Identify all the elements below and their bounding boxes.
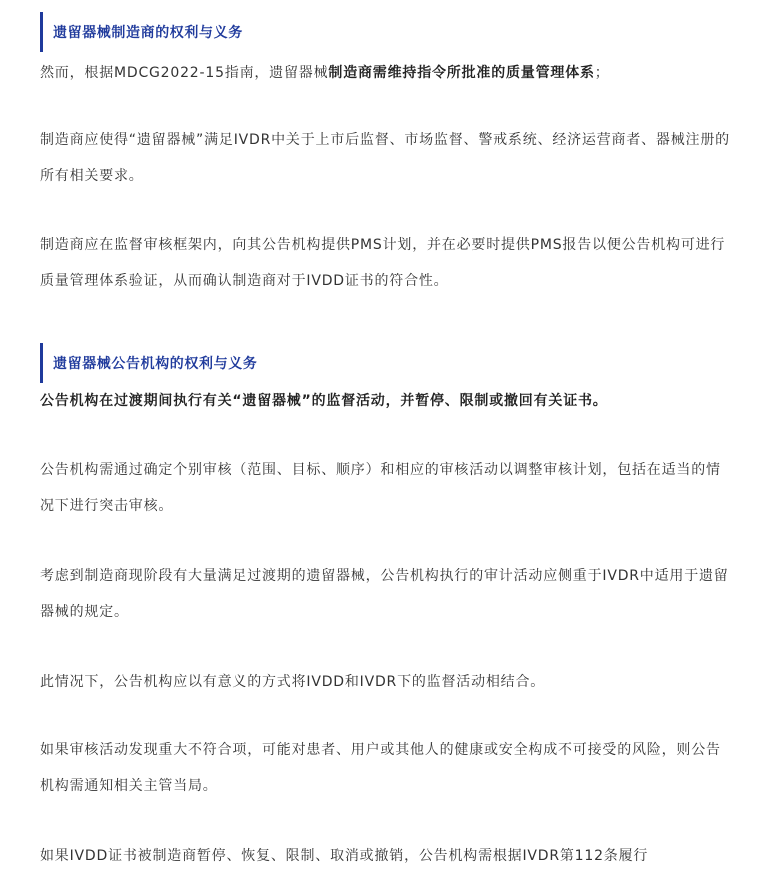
paragraph: 公告机构需通过确定个别审核（范围、目标、顺序）和相应的审核活动以调整审核计划，包括在适当的情况下进行突击审核。 <box>40 462 721 514</box>
section-heading-manufacturer <box>40 12 720 52</box>
paragraph <box>40 55 730 91</box>
paragraph: 如果IVDD证书被制造商暂停、恢复、限制、取消或撤销，公告机构需根据IVDR第112条履行 <box>40 848 649 864</box>
heading-accent-bar <box>40 12 43 52</box>
section-title: 遗留器械公告机构的权利与义务 <box>53 356 258 372</box>
section-title: 遗留器械制造商的权利与义务 <box>53 25 243 41</box>
paragraph: 考虑到制造商现阶段有大量满足过渡期的遗留器械，公告机构执行的审计活动应侧重于IVDR中适用于遗留器械的规定。 <box>40 568 729 620</box>
heading-accent-bar <box>40 343 43 383</box>
paragraph: 如果审核活动发现重大不符合项，可能对患者、用户或其他人的健康或安全构成不可接受的风险，则公告机构需通知相关主管当局。 <box>40 742 721 794</box>
paragraph-text: 然而，根据MDCG2022-15指南，遗留器械 <box>40 65 329 81</box>
paragraph-bold-text: 制造商需维持指令所批准的质量管理体系 <box>328 65 595 81</box>
paragraph: 制造商应在监督审核框架内，向其公告机构提供PMS计划，并在必要时提供PMS报告以便公告机构可进行质量管理体系验证，从而确认制造商对于IVDD证书的符合性。 <box>40 237 726 289</box>
section-heading-notified-body <box>40 343 720 383</box>
paragraph: 此情况下，公告机构应以有意义的方式将IVDD和IVDR下的监督活动相结合。 <box>40 674 546 690</box>
paragraph: 制造商应使得“遗留器械”满足IVDR中关于上市后监督、市场监督、警戒系统、经济运营商者、器械注册的所有相关要求。 <box>40 132 730 184</box>
paragraph-text: ； <box>594 65 610 81</box>
paragraph-bold: 公告机构在过渡期间执行有关“遗留器械”的监督活动，并暂停、限制或撤回有关证书。 <box>40 393 608 409</box>
